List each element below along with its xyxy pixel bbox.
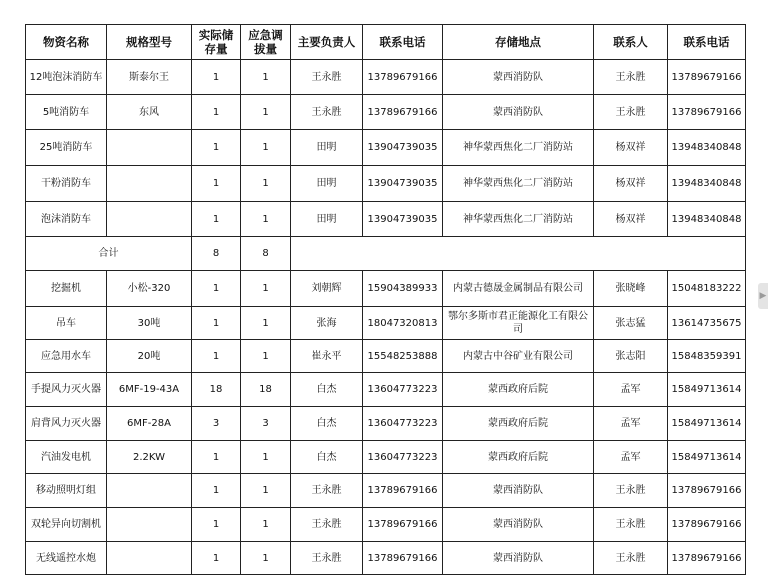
table-row	[26, 166, 746, 202]
table-cell: 蒙西消防队	[443, 508, 594, 542]
table-cell: 1	[241, 474, 291, 508]
table-cell: 1	[241, 340, 291, 373]
table-cell: 王永胜	[594, 95, 668, 130]
table-cell: 13789679166	[363, 60, 443, 95]
table-cell: 30吨	[107, 307, 192, 340]
table-cell: 泡沫消防车	[26, 202, 107, 237]
table-cell: 2.2KW	[107, 441, 192, 474]
table-row	[26, 542, 746, 575]
total-cell: 8	[241, 237, 291, 271]
table-cell: 18047320813	[363, 307, 443, 340]
header-row	[26, 25, 746, 60]
table-cell: 小松-320	[107, 271, 192, 307]
table-cell: 1	[192, 307, 241, 340]
table-cell: 白杰	[291, 373, 363, 407]
table-cell: 13904739035	[363, 166, 443, 202]
table-row	[26, 474, 746, 508]
table-cell: 1	[241, 60, 291, 95]
table-cell: 18	[192, 373, 241, 407]
table-row	[26, 373, 746, 407]
header-cell: 物资名称	[26, 25, 107, 60]
table-cell: 孟军	[594, 373, 668, 407]
table-cell: 干粉消防车	[26, 166, 107, 202]
table-cell: 王永胜	[291, 60, 363, 95]
table-cell: 蒙西消防队	[443, 542, 594, 575]
table-cell: 神华蒙西焦化二厂消防站	[443, 166, 594, 202]
table-cell: 挖掘机	[26, 271, 107, 307]
header-cell: 存储地点	[443, 25, 594, 60]
table-cell: 王永胜	[291, 542, 363, 575]
table-cell: 15548253888	[363, 340, 443, 373]
table-cell	[107, 542, 192, 575]
table-cell: 15849713614	[668, 373, 746, 407]
table-cell: 东风	[107, 95, 192, 130]
table-cell: 13789679166	[363, 542, 443, 575]
table-cell: 18	[241, 373, 291, 407]
table-cell: 5吨消防车	[26, 95, 107, 130]
table-cell: 6MF-19-43A	[107, 373, 192, 407]
table-cell: 蒙西政府后院	[443, 373, 594, 407]
table-cell: 1	[192, 130, 241, 166]
table-cell: 移动照明灯组	[26, 474, 107, 508]
table-cell: 神华蒙西焦化二厂消防站	[443, 130, 594, 166]
supplies-table	[25, 24, 746, 575]
table-cell: 13948340848	[668, 202, 746, 237]
table-cell: 15048183222	[668, 271, 746, 307]
table-cell: 1	[192, 60, 241, 95]
table-cell: 蒙西政府后院	[443, 407, 594, 441]
table-cell: 杨双祥	[594, 202, 668, 237]
table-cell: 1	[192, 95, 241, 130]
table-cell: 20吨	[107, 340, 192, 373]
table-cell: 杨双祥	[594, 166, 668, 202]
table-cell: 13789679166	[668, 474, 746, 508]
table-cell: 13789679166	[668, 542, 746, 575]
table-cell: 王永胜	[291, 508, 363, 542]
table-cell: 1	[241, 130, 291, 166]
table-cell: 内蒙古中谷矿业有限公司	[443, 340, 594, 373]
header-cell: 应急调拔量	[241, 25, 291, 60]
table-row	[26, 340, 746, 373]
table-cell: 15848359391	[668, 340, 746, 373]
table-cell: 王永胜	[291, 95, 363, 130]
table-cell: 1	[241, 202, 291, 237]
total-cell: 合计	[26, 237, 192, 271]
table-cell: 1	[192, 542, 241, 575]
table-cell: 3	[192, 407, 241, 441]
table-cell: 蒙西消防队	[443, 60, 594, 95]
table-cell: 王永胜	[291, 474, 363, 508]
table-cell: 15849713614	[668, 407, 746, 441]
total-row	[26, 237, 746, 271]
table-cell	[107, 474, 192, 508]
table-cell: 无线遥控水炮	[26, 542, 107, 575]
header-cell: 联系电话	[668, 25, 746, 60]
table-row	[26, 508, 746, 542]
table-cell: 13789679166	[363, 508, 443, 542]
table-cell	[107, 130, 192, 166]
empty-cell	[291, 237, 746, 271]
table-row	[26, 441, 746, 474]
table-cell: 1	[192, 340, 241, 373]
table-cell: 13614735675	[668, 307, 746, 340]
table-cell: 1	[241, 508, 291, 542]
table-row	[26, 271, 746, 307]
table-cell: 25吨消防车	[26, 130, 107, 166]
table-cell: 15849713614	[668, 441, 746, 474]
table-cell: 斯泰尔王	[107, 60, 192, 95]
table-cell	[107, 166, 192, 202]
table-cell: 1	[192, 474, 241, 508]
table-cell: 1	[192, 271, 241, 307]
table-cell: 田明	[291, 202, 363, 237]
table-cell: 王永胜	[594, 542, 668, 575]
header-cell: 规格型号	[107, 25, 192, 60]
table-cell: 13948340848	[668, 166, 746, 202]
table-cell: 手提风力灭火器	[26, 373, 107, 407]
header-cell: 主要负责人	[291, 25, 363, 60]
table-cell: 6MF-28A	[107, 407, 192, 441]
table-cell: 汽油发电机	[26, 441, 107, 474]
table-cell: 王永胜	[594, 60, 668, 95]
table-cell: 田明	[291, 166, 363, 202]
table-cell: 蒙西消防队	[443, 474, 594, 508]
table-cell: 1	[192, 202, 241, 237]
table-cell: 孟军	[594, 441, 668, 474]
table-cell: 1	[241, 542, 291, 575]
table-cell: 13789679166	[668, 508, 746, 542]
table-row	[26, 130, 746, 166]
table-cell: 张志阳	[594, 340, 668, 373]
table-cell: 张晓峰	[594, 271, 668, 307]
table-cell: 双轮异向切割机	[26, 508, 107, 542]
table-cell: 3	[241, 407, 291, 441]
table-cell: 15904389933	[363, 271, 443, 307]
table-cell: 1	[192, 166, 241, 202]
table-cell: 13904739035	[363, 130, 443, 166]
table-cell: 肩背风力灭火器	[26, 407, 107, 441]
table-cell: 1	[192, 441, 241, 474]
table-cell: 13789679166	[363, 95, 443, 130]
table-cell: 1	[241, 271, 291, 307]
table-cell: 鄂尔多斯市君正能源化工有限公司	[443, 307, 594, 340]
table-cell: 13604773223	[363, 407, 443, 441]
table-cell: 王永胜	[594, 508, 668, 542]
table-cell: 1	[241, 441, 291, 474]
table-cell: 神华蒙西焦化二厂消防站	[443, 202, 594, 237]
table-cell: 13789679166	[363, 474, 443, 508]
table-cell: 张海	[291, 307, 363, 340]
table-cell: 杨双祥	[594, 130, 668, 166]
table-cell: 13904739035	[363, 202, 443, 237]
table-cell: 张志猛	[594, 307, 668, 340]
header-cell: 实际储存量	[192, 25, 241, 60]
table-row	[26, 307, 746, 340]
table-cell: 崔永平	[291, 340, 363, 373]
table-cell: 13604773223	[363, 441, 443, 474]
table-cell: 刘朝辉	[291, 271, 363, 307]
table-cell: 白杰	[291, 407, 363, 441]
header-cell: 联系电话	[363, 25, 443, 60]
table-cell: 1	[192, 508, 241, 542]
table-cell: 孟军	[594, 407, 668, 441]
table-cell: 1	[241, 95, 291, 130]
table-row	[26, 407, 746, 441]
table-cell: 1	[241, 166, 291, 202]
table-cell: 13789679166	[668, 95, 746, 130]
table-cell: 内蒙古德晟金属制品有限公司	[443, 271, 594, 307]
chevron-right-icon[interactable]: ▶	[758, 283, 768, 309]
table-cell	[107, 202, 192, 237]
table-cell: 田明	[291, 130, 363, 166]
table-cell: 吊车	[26, 307, 107, 340]
table-cell: 13789679166	[668, 60, 746, 95]
table-row	[26, 202, 746, 237]
table-cell: 白杰	[291, 441, 363, 474]
table-cell: 12吨泡沫消防车	[26, 60, 107, 95]
table-row	[26, 95, 746, 130]
total-cell: 8	[192, 237, 241, 271]
table-cell: 蒙西消防队	[443, 95, 594, 130]
table-cell: 蒙西政府后院	[443, 441, 594, 474]
header-cell: 联系人	[594, 25, 668, 60]
table-row	[26, 60, 746, 95]
table-cell: 王永胜	[594, 474, 668, 508]
table-cell: 13604773223	[363, 373, 443, 407]
table-cell: 应急用水车	[26, 340, 107, 373]
table-cell	[107, 508, 192, 542]
table-cell: 13948340848	[668, 130, 746, 166]
table-cell: 1	[241, 307, 291, 340]
